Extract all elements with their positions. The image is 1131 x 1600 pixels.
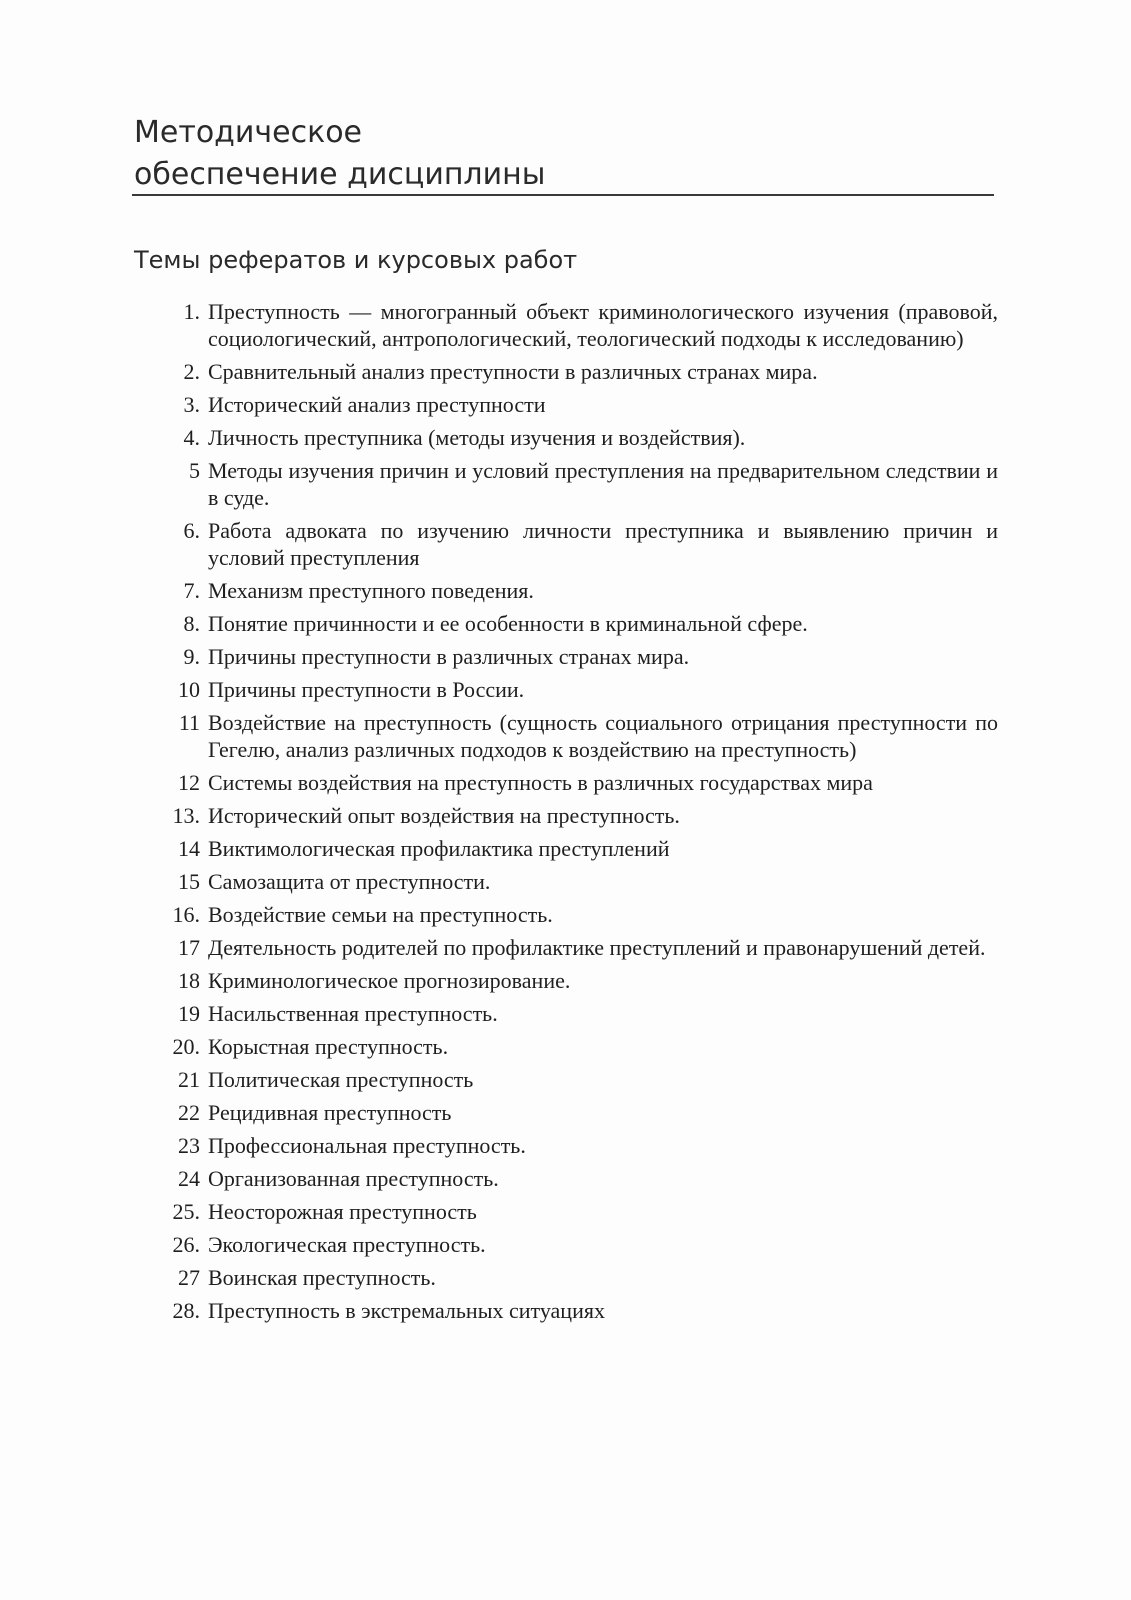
chapter-title-line-1: Методическое (134, 115, 363, 150)
topic-item (162, 1297, 998, 1324)
topic-number: 21 (178, 1067, 200, 1092)
topic-number: 22 (178, 1100, 200, 1125)
topic-number: 16. (172, 902, 200, 927)
topic-number: 6. (183, 518, 200, 543)
topic-text: Профессиональная преступность. (208, 1133, 526, 1158)
topic-item (162, 934, 998, 961)
topic-item (162, 802, 998, 829)
topic-number: 28. (172, 1298, 200, 1323)
topic-item (162, 1099, 998, 1126)
topic-number: 25. (172, 1199, 200, 1224)
topic-number: 5 (189, 458, 200, 483)
topic-item (162, 424, 998, 451)
topic-number: 8. (183, 611, 200, 636)
topic-item (162, 967, 998, 994)
topic-number: 23 (178, 1133, 200, 1158)
topic-number: 2. (183, 359, 200, 384)
topic-item (162, 1165, 998, 1192)
topic-item (162, 1198, 998, 1225)
topic-text: Воздействие семьи на преступность. (208, 902, 553, 927)
topic-item (162, 1231, 998, 1258)
topic-number: 20. (172, 1034, 200, 1059)
topic-number: 7. (183, 578, 200, 603)
topic-number: 27 (178, 1265, 200, 1290)
topic-text: Преступность — многогранный объект криминологического изучения (правовой, социологический, антропологический, теологический подходы к исследованию) (208, 299, 998, 351)
topic-number: 15 (178, 869, 200, 894)
topic-text: Преступность в экстремальных ситуациях (208, 1298, 605, 1323)
topic-text: Сравнительный анализ преступности в различных странах мира. (208, 359, 818, 384)
topic-item (162, 298, 998, 352)
topic-item (162, 868, 998, 895)
topic-number: 19 (178, 1001, 200, 1026)
topic-text: Причины преступности в России. (208, 677, 525, 702)
topic-text: Исторический анализ преступности (208, 392, 546, 417)
topic-number: 10 (178, 677, 200, 702)
topic-item (162, 676, 998, 703)
topic-text: Насильственная преступность. (208, 1001, 498, 1026)
topic-text: Механизм преступного поведения. (208, 578, 534, 603)
chapter-title-line-2: обеспечение дисциплины (134, 157, 546, 192)
topic-text: Экологическая преступность. (208, 1232, 486, 1257)
title-divider (132, 194, 994, 196)
topic-text: Исторический опыт воздействия на преступность. (208, 803, 680, 828)
topic-text: Работа адвоката по изучению личности преступника и выявлению причин и условий преступления (208, 518, 998, 570)
topic-item (162, 769, 998, 796)
topic-text: Воинская преступность. (208, 1265, 436, 1290)
topic-number: 18 (178, 968, 200, 993)
topic-number: 17 (178, 935, 200, 960)
topic-number: 12 (178, 770, 200, 795)
topics-list (162, 298, 998, 1330)
topic-number: 4. (183, 425, 200, 450)
topic-item (162, 1000, 998, 1027)
topic-text: Личность преступника (методы изучения и воздействия). (208, 425, 746, 450)
topic-item (162, 835, 998, 862)
topic-text: Деятельность родителей по профилактике преступлений и правонарушений детей. (208, 935, 986, 960)
topic-text: Методы изучения причин и условий преступления на предварительном следствии и в суде. (208, 458, 998, 510)
section-heading: Темы рефератов и курсовых работ (134, 246, 578, 274)
topic-item (162, 577, 998, 604)
topic-item (162, 901, 998, 928)
topic-item (162, 1033, 998, 1060)
topic-item (162, 610, 998, 637)
topic-text: Рецидивная преступность (208, 1100, 452, 1125)
topic-number: 3. (183, 392, 200, 417)
topic-text: Причины преступности в различных странах мира. (208, 644, 690, 669)
topic-number: 24 (178, 1166, 200, 1191)
topic-text: Системы воздействия на преступность в различных государствах мира (208, 770, 873, 795)
topic-text: Политическая преступность (208, 1067, 474, 1092)
topic-text: Самозащита от преступности. (208, 869, 491, 894)
topic-text: Воздействие на преступность (сущность социального отрицания преступности по Гегелю, анализ различных подходов к воздействию на преступность) (208, 710, 998, 762)
topic-item (162, 1066, 998, 1093)
topic-number: 11 (178, 710, 200, 735)
topic-item (162, 1132, 998, 1159)
topic-number: 14 (178, 836, 200, 861)
topic-text: Понятие причинности и ее особенности в криминальной сфере. (208, 611, 808, 636)
topic-item (162, 517, 998, 571)
topic-text: Виктимологическая профилактика преступлений (208, 836, 670, 861)
topic-number: 9. (183, 644, 200, 669)
topic-item (162, 391, 998, 418)
chapter-title (134, 112, 994, 196)
topic-item (162, 1264, 998, 1291)
topic-text: Организованная преступность. (208, 1166, 499, 1191)
topic-number: 1. (183, 299, 200, 324)
topic-item (162, 709, 998, 763)
topic-item (162, 643, 998, 670)
topic-text: Неосторожная преступность (208, 1199, 477, 1224)
topic-text: Корыстная преступность. (208, 1034, 449, 1059)
topic-number: 26. (172, 1232, 200, 1257)
topic-text: Криминологическое прогнозирование. (208, 968, 571, 993)
topic-number: 13. (172, 803, 200, 828)
topic-item (162, 457, 998, 511)
topic-item (162, 358, 998, 385)
